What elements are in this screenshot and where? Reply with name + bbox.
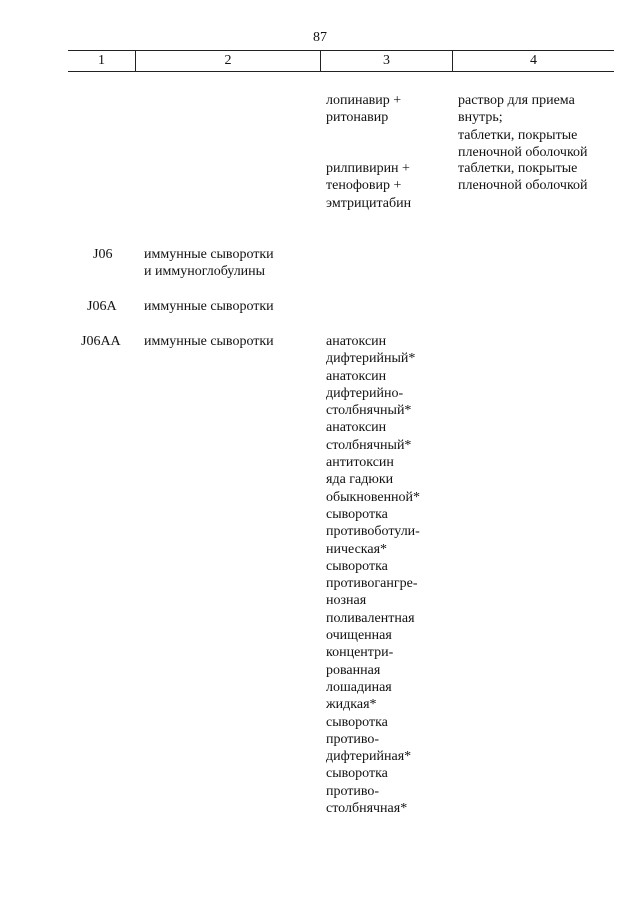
atc-name-j06aa: иммунные сыворотки <box>144 334 274 349</box>
atc-code-j06: J06 <box>93 247 113 262</box>
column-header-3: 3 <box>321 51 453 71</box>
drug-list-j06aa: анатоксин дифтерийный* анатоксин дифтерийно- столбнячный* анатоксин столбнячный* антитоксин яда гадюки обыкновенной* сыворотка противоботули- ническая* сыворотка противогангре- нозная поливалентная очищенная концентри- рованная лошадиная жидкая* сыворотка противо- дифтерийная* сыворотка противо- столбнячная* <box>326 334 421 817</box>
column-header-1: 1 <box>68 51 136 71</box>
column-header-4: 4 <box>530 53 537 68</box>
column-header-2: 2 <box>136 51 321 71</box>
atc-name-j06a: иммунные сыворотки <box>144 299 274 314</box>
table-header <box>68 50 614 72</box>
dosage-form-lopinavir-ritonavir: раствор для приема внутрь; таблетки, покрытые пленочной оболочкой <box>458 93 588 160</box>
atc-code-j06aa: J06AA <box>81 334 121 349</box>
dosage-form-rilpivirine-combo: таблетки, покрытые пленочной оболочкой <box>458 161 588 194</box>
atc-code-j06a: J06A <box>87 299 117 314</box>
drug-lopinavir-ritonavir: лопинавир + ритонавир <box>326 93 402 126</box>
drug-rilpivirine-combo: рилпивирин + тенофовир + эмтрицитабин <box>326 161 412 211</box>
atc-name-j06: иммунные сыворотки и иммуноглобулины <box>144 247 274 280</box>
page-number: 87 <box>313 30 327 45</box>
